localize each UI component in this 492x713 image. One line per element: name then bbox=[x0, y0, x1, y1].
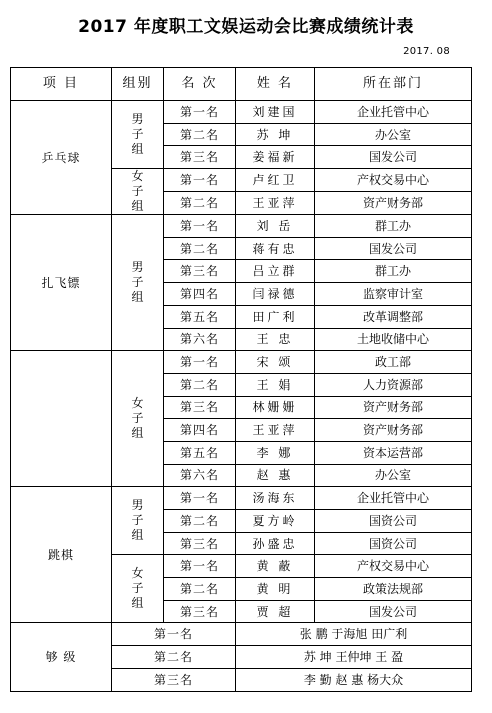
table-row bbox=[11, 487, 472, 510]
dept-cell: 人力资源部 bbox=[315, 373, 472, 396]
name-cell: 黄 蔽 bbox=[236, 555, 315, 578]
team-names-cell: 苏 坤 王仲坤 王 盈 bbox=[236, 646, 472, 669]
header-rank: 名 次 bbox=[164, 68, 236, 101]
name-cell: 林姗姗 bbox=[236, 396, 315, 419]
dept-cell: 群工办 bbox=[315, 215, 472, 238]
project-cell: 够 级 bbox=[11, 623, 112, 691]
name-cell: 孙盛忠 bbox=[236, 532, 315, 555]
name-cell: 夏方岭 bbox=[236, 510, 315, 533]
rank-cell: 第三名 bbox=[112, 668, 236, 691]
table-row bbox=[11, 101, 472, 124]
name-cell: 王亚萍 bbox=[236, 192, 315, 215]
name-cell: 赵 惠 bbox=[236, 464, 315, 487]
rank-cell: 第二名 bbox=[164, 373, 236, 396]
rank-cell: 第五名 bbox=[164, 305, 236, 328]
name-cell: 王 忠 bbox=[236, 328, 315, 351]
rank-cell: 第六名 bbox=[164, 328, 236, 351]
name-cell: 贾 超 bbox=[236, 600, 315, 623]
rank-cell: 第一名 bbox=[164, 101, 236, 124]
rank-cell: 第二名 bbox=[164, 123, 236, 146]
dept-cell: 办公室 bbox=[315, 123, 472, 146]
document-date: 2017. 08 bbox=[403, 46, 450, 57]
name-cell: 刘建国 bbox=[236, 101, 315, 124]
rank-cell: 第三名 bbox=[164, 600, 236, 623]
rank-cell: 第一名 bbox=[164, 169, 236, 192]
rank-cell: 第一名 bbox=[164, 487, 236, 510]
project-cell bbox=[11, 351, 112, 487]
dept-cell: 产权交易中心 bbox=[315, 555, 472, 578]
dept-cell: 群工办 bbox=[315, 260, 472, 283]
table-row bbox=[11, 215, 472, 238]
team-names-cell: 李 勤 赵 惠 杨大众 bbox=[236, 668, 472, 691]
project-cell: 乒乓球 bbox=[11, 101, 112, 215]
team-names-cell: 张 鹏 于海旭 田广利 bbox=[236, 623, 472, 646]
rank-cell: 第三名 bbox=[164, 396, 236, 419]
rank-cell: 第二名 bbox=[164, 237, 236, 260]
name-cell: 姜福新 bbox=[236, 146, 315, 169]
group-cell: 女子组 bbox=[112, 169, 164, 215]
dept-cell: 资产财务部 bbox=[315, 192, 472, 215]
rank-cell: 第二名 bbox=[164, 510, 236, 533]
name-cell: 卢红卫 bbox=[236, 169, 315, 192]
dept-cell: 国资公司 bbox=[315, 510, 472, 533]
dept-cell: 国发公司 bbox=[315, 237, 472, 260]
name-cell: 李 娜 bbox=[236, 441, 315, 464]
group-cell: 男子组 bbox=[112, 101, 164, 169]
rank-cell: 第一名 bbox=[164, 215, 236, 238]
rank-cell: 第四名 bbox=[164, 283, 236, 306]
dept-cell: 资产财务部 bbox=[315, 396, 472, 419]
rank-cell: 第一名 bbox=[164, 555, 236, 578]
name-cell: 闫禄德 bbox=[236, 283, 315, 306]
results-table bbox=[10, 67, 472, 692]
rank-cell: 第五名 bbox=[164, 441, 236, 464]
header-dept: 所在部门 bbox=[315, 68, 472, 101]
name-cell: 黄 明 bbox=[236, 578, 315, 601]
table-row bbox=[11, 623, 472, 646]
dept-cell: 产权交易中心 bbox=[315, 169, 472, 192]
name-cell: 汤海东 bbox=[236, 487, 315, 510]
dept-cell: 企业托管中心 bbox=[315, 101, 472, 124]
rank-cell: 第六名 bbox=[164, 464, 236, 487]
rank-cell: 第二名 bbox=[164, 192, 236, 215]
dept-cell: 国发公司 bbox=[315, 146, 472, 169]
rank-cell: 第三名 bbox=[164, 260, 236, 283]
name-cell: 王 娟 bbox=[236, 373, 315, 396]
rank-cell: 第一名 bbox=[164, 351, 236, 374]
header-row bbox=[11, 68, 472, 101]
rank-cell: 第三名 bbox=[164, 532, 236, 555]
name-cell: 田广利 bbox=[236, 305, 315, 328]
dept-cell: 国发公司 bbox=[315, 600, 472, 623]
project-cell: 扎飞镖 bbox=[11, 215, 112, 351]
rank-cell: 第四名 bbox=[164, 419, 236, 442]
dept-cell: 资本运营部 bbox=[315, 441, 472, 464]
dept-cell: 国资公司 bbox=[315, 532, 472, 555]
document-title: 2017 年度职工文娱运动会比赛成绩统计表 bbox=[78, 17, 414, 37]
header-name: 姓 名 bbox=[236, 68, 315, 101]
dept-cell: 土地收储中心 bbox=[315, 328, 472, 351]
group-cell: 男子组 bbox=[112, 487, 164, 555]
rank-cell: 第一名 bbox=[112, 623, 236, 646]
dept-cell: 办公室 bbox=[315, 464, 472, 487]
group-cell: 男子组 bbox=[112, 215, 164, 351]
name-cell: 王亚萍 bbox=[236, 419, 315, 442]
group-cell: 女子组 bbox=[112, 555, 164, 623]
dept-cell: 企业托管中心 bbox=[315, 487, 472, 510]
dept-cell: 政策法规部 bbox=[315, 578, 472, 601]
table-row bbox=[11, 351, 472, 374]
rank-cell: 第二名 bbox=[164, 578, 236, 601]
name-cell: 刘 岳 bbox=[236, 215, 315, 238]
name-cell: 吕立群 bbox=[236, 260, 315, 283]
dept-cell: 监察审计室 bbox=[315, 283, 472, 306]
name-cell: 宋 颂 bbox=[236, 351, 315, 374]
rank-cell: 第三名 bbox=[164, 146, 236, 169]
name-cell: 蒋有忠 bbox=[236, 237, 315, 260]
project-cell: 跳棋 bbox=[11, 487, 112, 623]
group-cell: 女子组 bbox=[112, 351, 164, 487]
name-cell: 苏 坤 bbox=[236, 123, 315, 146]
dept-cell: 资产财务部 bbox=[315, 419, 472, 442]
header-group: 组别 bbox=[112, 68, 164, 101]
header-project: 项 目 bbox=[11, 68, 112, 101]
dept-cell: 改革调整部 bbox=[315, 305, 472, 328]
dept-cell: 政工部 bbox=[315, 351, 472, 374]
rank-cell: 第二名 bbox=[112, 646, 236, 669]
